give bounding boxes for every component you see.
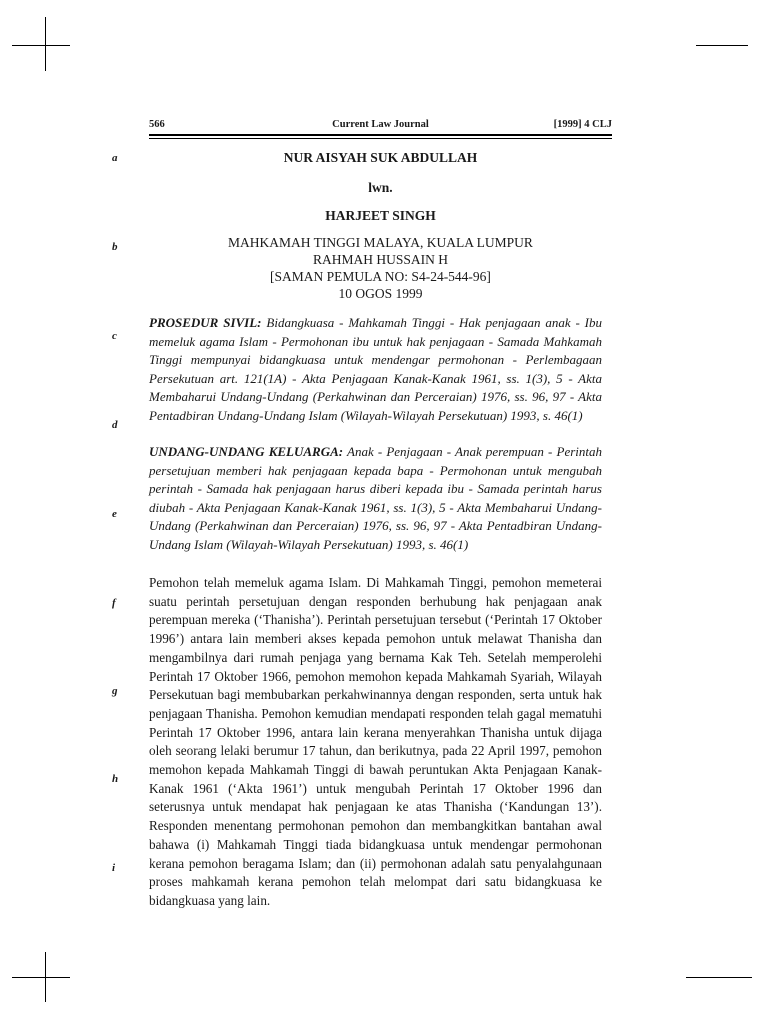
catchword-heading: UNDANG-UNDANG KELUARGA: [149,444,344,459]
header-rule-thick [149,134,612,136]
catchword-heading: PROSEDUR SIVIL: [149,315,262,330]
crop-mark-bottom-left-v [45,952,46,1002]
case-summary: Pemohon telah memeluk agama Islam. Di Mahkamah Tinggi, pemohon memeterai suatu perintah persetujuan dengan responden berhubung hak penjagaan anak perempuan mereka (‘Thanisha’). Perintah persetujuan tersebut (‘Perintah 17 Oktober 1996’) antara lain memberi akses kepada pemohon untuk melawat Thanisha dan mengambilnya dari rumah penjaga yang bernama Kak Teh. Setelah memperolehi Perintah 17 Oktober 1966, pemohon memohon kepada Mahkamah Syariah, Wilayah Persekutuan bagi membubarkan perkahwinannya dengan responden, serta untuk hak penjagaan Thanisha. Pemohon kemudian mendapati responden telah gagal mematuhi Perintah 17 Oktober 1996, antara lain kerana menyerahkan Thanisha untuk dijaga oleh seorang lelaki berumur 17 tahun, dan berikutnya, pada 22 April 1997, pemohon memohon kepada Mahkamah Tinggi di bawah peruntukan Akta Penjagaan Kanak-Kanak 1961 (‘Akta 1961’) untuk mengubah Perintah 17 Oktober 1996 dan seterusnya untuk mendapat hak penjagaan ke atas Thanisha (‘Kandungan 13’). Responden menentang permohonan pemohon dan membangkitkan bantahan awal bahawa (i) Mahkamah Tinggi tiada bidangkuasa untuk mendengar permohonan kerana pemohon beragama Islam; dan (ii) permohonan adalah satu penyalahgunaan proses mahkamah kerana pemohon telah melompat dari satu bidangkuasa ke bidangkuasa yang lain. [149,575,602,908]
versus: lwn. [368,180,393,195]
running-header [149,119,612,133]
crop-mark-top-left-h [12,45,70,46]
catchword-text: Anak - Penjagaan - Anak perempuan - Perintah persetujuan memberi hak penjagaan kepada bapa - Permohonan untuk mengubah perintah - Samada hak penjagaan harus diberi kepada ibu - Samada perintah harus diubah - Akta Penjagaan Kanak-Kanak 1961, ss. 1(3), 5 - Akta Membaharui Undang-Undang (Perkahwinan dan Perceraian) 1976, ss. 96, 97 - Akta Pentadbiran Undang-Undang Islam (Wilayah-Wilayah Persekutuan) 1993, s. 46(1) [149,444,602,552]
catchword-civil-procedure [149,314,602,426]
crop-mark-bottom-left-h [12,977,70,978]
margin-letter-g: g [112,685,118,697]
party-applicant: NUR AISYAH SUK ABDULLAH [283,150,478,165]
citation: [1999] 4 CLJ [553,119,612,130]
catchword-family-law [149,443,602,555]
crop-mark-top-left-v [45,17,46,71]
court-name: MAHKAMAH TINGGI MALAYA, KUALA LUMPUR [228,235,533,250]
margin-letter-d: d [112,419,118,431]
page-number: 566 [149,119,165,130]
summons-number: [SAMAN PEMULA NO: S4-24-544-96] [270,269,491,284]
crop-mark-bottom-right-h [686,977,752,978]
margin-letter-f: f [112,597,116,609]
judgment-date: 10 OGOS 1999 [338,286,423,301]
catchword-text: Bidangkuasa - Mahkamah Tinggi - Hak penjagaan anak - Ibu memeluk agama Islam - Permohonan ibu untuk hak penjagaan - Samada Mahkamah Tinggi mempunyai bidangkuasa untuk mendengar permohonan - Perlembagaan Persekutuan art. 121(1A) - Akta Penjagaan Kanak-Kanak 1961, ss. 1(3), 5 - Akta Membaharui Undang-Undang (Perkahwinan dan Perceraian) 1976, ss. 96, 97 - Akta Pentadbiran Undang-Undang Islam (Wilayah-Wilayah Persekutuan) 1993, s. 46(1) [149,315,602,423]
margin-letter-a: a [112,152,118,164]
margin-letter-i: i [112,862,116,874]
margin-letter-b: b [112,241,118,253]
journal-title: Current Law Journal [332,119,429,130]
margin-letter-c: c [112,330,117,342]
party-respondent: HARJEET SINGH [325,208,436,223]
crop-mark-top-right-h [696,45,748,46]
judge-name: RAHMAH HUSSAIN H [312,252,448,267]
margin-letter-h: h [112,773,119,785]
margin-letter-e: e [112,508,117,520]
header-rule-thin [149,138,612,139]
